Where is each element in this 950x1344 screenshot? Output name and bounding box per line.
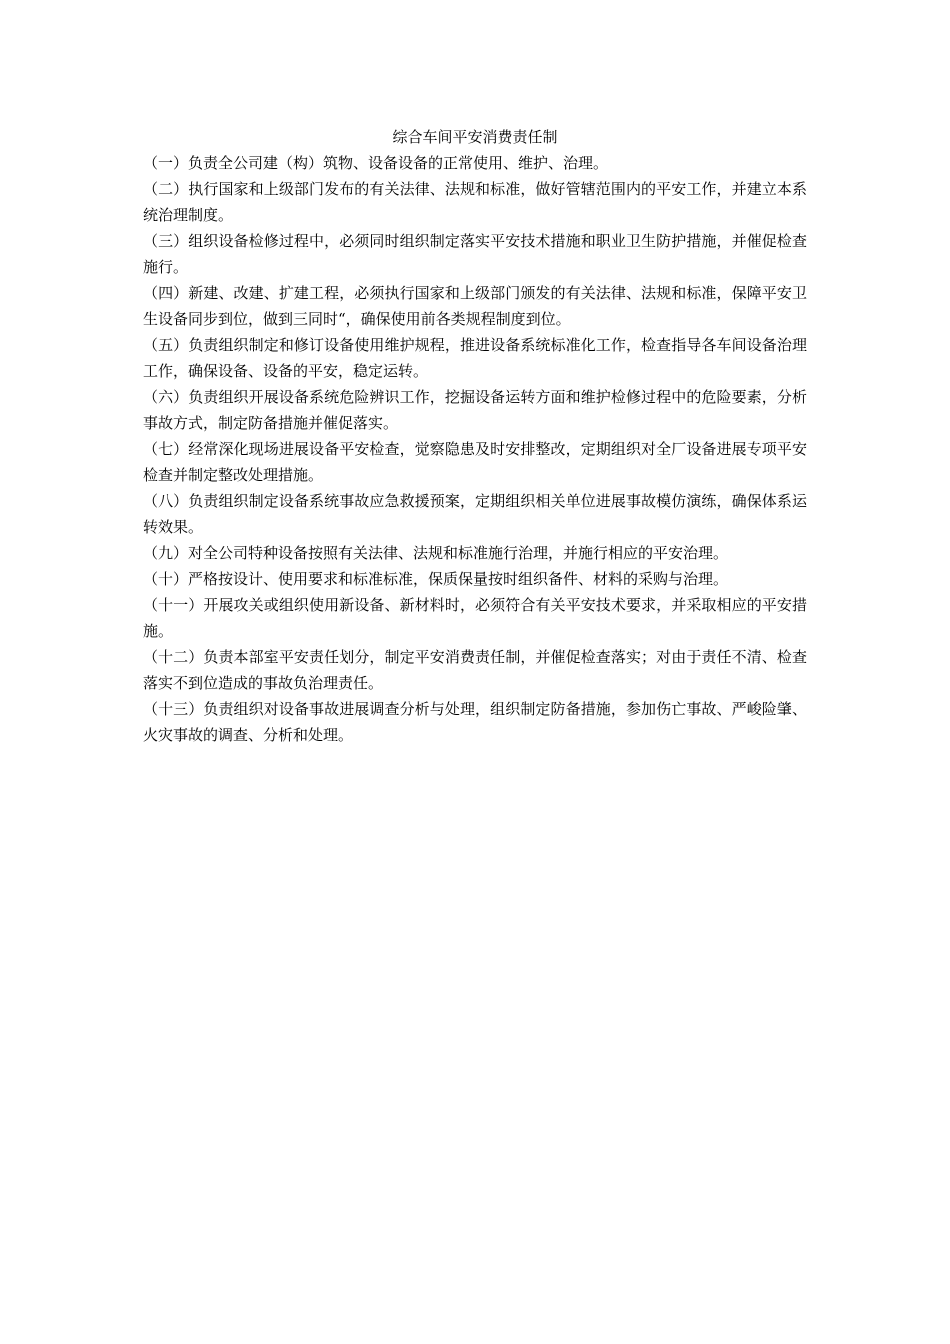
paragraph-5: （五）负责组织制定和修订设备使用维护规程，推进设备系统标准化工作，检查指导各车间设备治理工作，确保设备、设备的平安，稳定运转。 <box>143 336 807 380</box>
paragraph-12: （十二）负责本部室平安责任划分，制定平安消费责任制，并催促检查落实；对由于责任不清、检查落实不到位造成的事故负治理责任。 <box>143 648 807 692</box>
paragraph-11: （十一）开展攻关或组织使用新设备、新材料时，必须符合有关平安技术要求，并采取相应的平安措施。 <box>143 596 807 640</box>
paragraph-8: （八）负责组织制定设备系统事故应急救援预案，定期组织相关单位进展事故模仿演练，确保体系运转效果。 <box>143 492 807 536</box>
paragraph-2: （二）执行国家和上级部门发布的有关法律、法规和标准，做好管辖范围内的平安工作，并建立本系统治理制度。 <box>143 180 807 224</box>
paragraph-7: （七）经常深化现场进展设备平安检查，觉察隐患及时安排整改，定期组织对全厂设备进展专项平安检查并制定整改处理措施。 <box>143 440 807 484</box>
paragraph-13: （十三）负责组织对设备事故进展调查分析与处理，组织制定防备措施，参加伤亡事故、严峻险肇、火灾事故的调查、分析和处理。 <box>143 700 807 744</box>
paragraph-9: （九）对全公司特种设备按照有关法律、法规和标准施行治理，并施行相应的平安治理。 <box>143 544 729 562</box>
paragraph-6: （六）负责组织开展设备系统危险辨识工作，挖掘设备运转方面和维护检修过程中的危险要素，分析事故方式，制定防备措施并催促落实。 <box>143 388 807 432</box>
document-title: 综合车间平安消费责任制 <box>392 128 558 146</box>
paragraph-10: （十）严格按设计、使用要求和标准标准，保质保量按时组织备件、材料的采购与治理。 <box>143 570 729 588</box>
paragraph-3: （三）组织设备检修过程中，必须同时组织制定落实平安技术措施和职业卫生防护措施，并催促检查施行。 <box>143 232 807 276</box>
paragraph-4: （四）新建、改建、扩建工程，必须执行国家和上级部门颁发的有关法律、法规和标准，保障平安卫生设备同步到位，做到三同时“，确保使用前各类规程制度到位。 <box>143 284 807 328</box>
document-body <box>143 124 807 748</box>
paragraph-1: （一）负责全公司建（构）筑物、设备设备的正常使用、维护、治理。 <box>143 154 609 172</box>
